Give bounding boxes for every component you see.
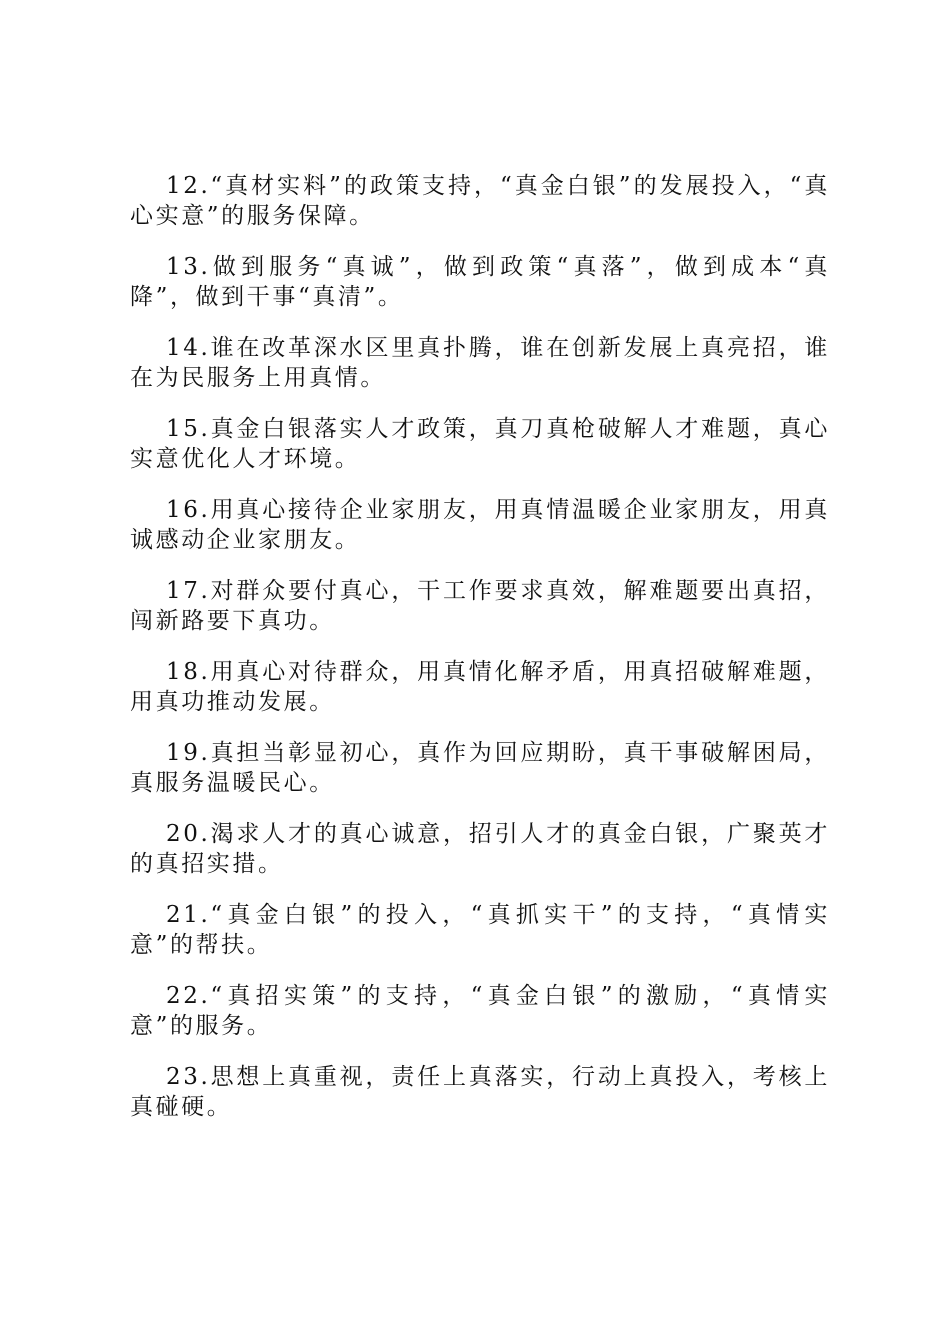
document-body [130,171,830,1143]
paragraph-14: 14.谁在改革深水区里真扑腾，谁在创新发展上真亮招，谁在为民服务上用真情。 [130,335,830,391]
paragraph-19: 19.真担当彰显初心，真作为回应期盼，真干事破解困局，真服务温暖民心。 [130,740,830,796]
paragraph-22: 22.“真招实策”的支持，“真金白银”的激励，“真情实意”的服务。 [130,983,830,1039]
paragraph-21: 21.“真金白银”的投入，“真抓实干”的支持，“真情实意”的帮扶。 [130,902,830,958]
paragraph-15: 15.真金白银落实人才政策，真刀真枪破解人才难题，真心实意优化人才环境。 [130,416,830,472]
paragraph-20: 20.渴求人才的真心诚意，招引人才的真金白银，广聚英才的真招实措。 [130,821,830,877]
paragraph-18: 18.用真心对待群众，用真情化解矛盾，用真招破解难题，用真功推动发展。 [130,659,830,715]
paragraph-12: 12.“真材实料”的政策支持，“真金白银”的发展投入，“真心实意”的服务保障。 [130,173,830,229]
paragraph-13: 13.做到服务“真诚”，做到政策“真落”，做到成本“真降”，做到干事“真清”。 [130,254,830,310]
paragraph-16: 16.用真心接待企业家朋友，用真情温暖企业家朋友，用真诚感动企业家朋友。 [130,497,830,553]
paragraph-23: 23.思想上真重视，责任上真落实，行动上真投入，考核上真碰硬。 [130,1064,830,1120]
paragraph-17: 17.对群众要付真心，干工作要求真效，解难题要出真招，闯新路要下真功。 [130,578,830,634]
